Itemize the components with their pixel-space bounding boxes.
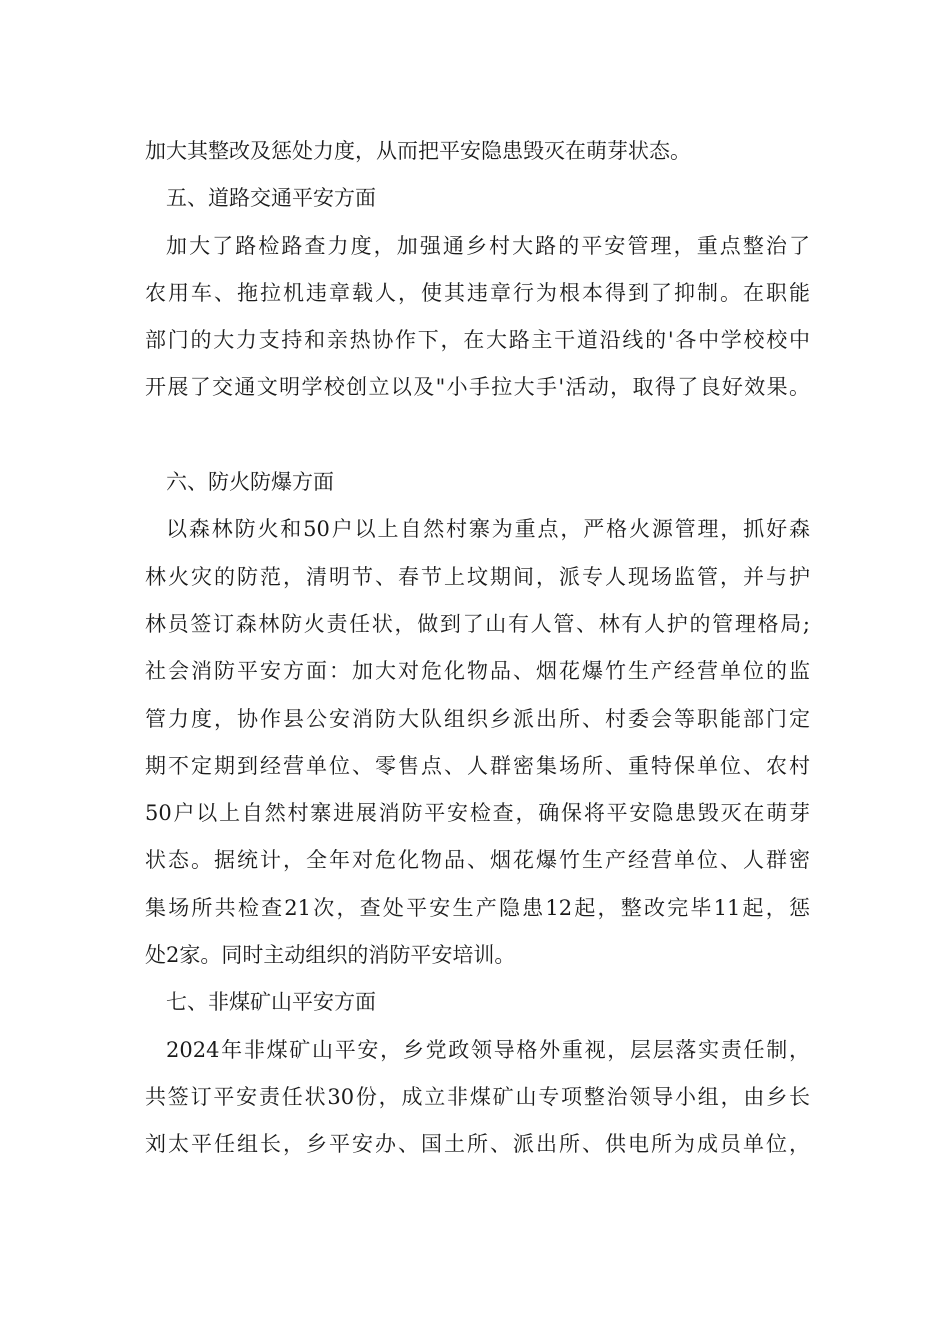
paragraph-line: 共签订平安责任状30份，成立非煤矿山专项整治领导小组，由乡长 (145, 1084, 810, 1109)
paragraph-line: 开展了交通文明学校创立以及"小手拉大手'活动，取得了良好效果。 (145, 375, 810, 400)
paragraph-line: 期不定期到经营单位、零售点、人群密集场所、重特保单位、农村 (145, 753, 810, 778)
paragraph-line: 林员签订森林防火责任状，做到了山有人管、林有人护的管理格局; (145, 611, 810, 636)
paragraph-line: 刘太平任组长，乡平安办、国土所、派出所、供电所为成员单位， (145, 1132, 810, 1157)
paragraph-line: 林火灾的防范，清明节、春节上坟期间，派专人现场监管，并与护 (145, 564, 810, 589)
paragraph-line: 50户以上自然村寨进展消防平安检查，确保将平安隐患毁灭在萌芽 (145, 801, 810, 826)
paragraph-line: 处2家。同时主动组织的消防平安培训。 (145, 943, 516, 968)
section-heading: 七、非煤矿山平安方面 (166, 990, 376, 1015)
paragraph-line: 2024年非煤矿山平安，乡党政领导格外重视，层层落实责任制， (166, 1037, 810, 1062)
document-body (145, 128, 810, 1169)
paragraph-line: 农用车、拖拉机违章载人，使其违章行为根本得到了抑制。在职能 (145, 280, 810, 305)
paragraph-line: 管力度，协作县公安消防大队组织乡派出所、村委会等职能部门定 (145, 706, 810, 731)
paragraph-line: 加大了路检路查力度，加强通乡村大路的平安管理，重点整治了 (166, 233, 810, 258)
paragraph-line: 部门的大力支持和亲热协作下，在大路主干道沿线的'各中学校校中 (145, 328, 810, 353)
paragraph-line: 集场所共检查21次，查处平安生产隐患12起，整改完毕11起，惩 (145, 895, 810, 920)
paragraph-line: 加大其整改及惩处力度，从而把平安隐患毁灭在萌芽状态。 (145, 139, 691, 163)
blank-line (145, 412, 810, 459)
paragraph-line: 社会消防平安方面：加大对危化物品、烟花爆竹生产经营单位的监 (145, 659, 810, 684)
paragraph-line: 以森林防火和50户以上自然村寨为重点，严格火源管理，抓好森 (166, 517, 810, 542)
paragraph-line: 状态。据统计，全年对危化物品、烟花爆竹生产经营单位、人群密 (145, 848, 810, 873)
section-heading: 五、道路交通平安方面 (166, 186, 376, 211)
section-heading: 六、防火防爆方面 (166, 470, 334, 495)
